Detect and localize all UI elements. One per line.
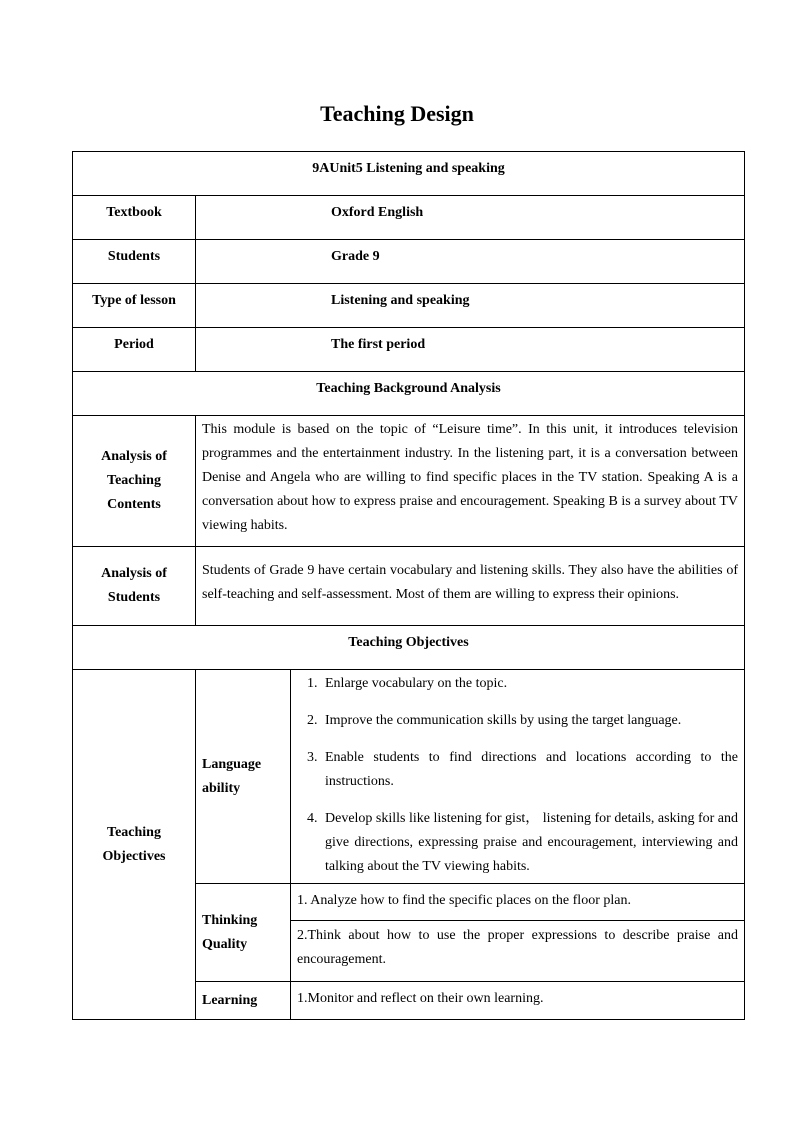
document-title: Teaching Design [320, 101, 474, 126]
period-value: The first period [196, 328, 745, 372]
unit-title: 9AUnit5 Listening and speaking [73, 152, 745, 196]
info-row-lesson-type [73, 284, 745, 328]
analysis-contents-label-line: Analysis of [101, 449, 167, 464]
teaching-objectives-label-line: Teaching [107, 824, 161, 840]
lesson-type-value: Listening and speaking [196, 284, 745, 328]
textbook-label: Textbook [73, 196, 196, 240]
language-ability-list-cell [291, 670, 745, 884]
background-heading: Teaching Background Analysis [73, 372, 745, 416]
teaching-objectives-label [73, 670, 196, 1020]
analysis-students-text: Students of Grade 9 have certain vocabulary and listening skills. They also have the abilities of self-teaching and self-assessment. Most of them are willing to express their opinions. [196, 547, 745, 626]
background-heading-row [73, 372, 745, 416]
unit-header-row [73, 152, 745, 196]
lesson-type-label: Type of lesson [73, 284, 196, 328]
language-ability-label [196, 670, 291, 884]
language-ability-row [73, 670, 745, 884]
language-ability-label-line: ability [202, 780, 241, 796]
language-objective-item: 4. Develop skills like listening for gist， listening for details, asking for and give directions, expressing praise and encouragement, interviewing and talking about the TV viewing habits. [321, 807, 738, 879]
thinking-objective-item: 1. Analyze how to find the specific places on the floor plan. [291, 884, 745, 921]
thinking-quality-label-line: Quality [202, 936, 248, 952]
teaching-design-table [72, 151, 745, 1020]
teaching-objectives-label-line: Objectives [102, 848, 166, 864]
students-label: Students [73, 240, 196, 284]
analysis-contents-text: This module is based on the topic of “Leisure time”. In this unit, it introduces television programmes and the entertainment industry. In the listening part, it is a conversation between Denise and Angela who are willing to find specific places in the TV station. Speaking A is a conversation about how to express praise and encouragement. Speaking B is a survey about TV viewing habits. [196, 416, 745, 547]
objectives-heading: Teaching Objectives [73, 626, 745, 670]
language-objective-item: 2. Improve the communication skills by using the target language. [321, 709, 738, 733]
language-ability-list [297, 672, 738, 879]
info-row-students [73, 240, 745, 284]
thinking-quality-label [196, 884, 291, 982]
period-label: Period [73, 328, 196, 372]
analysis-students-label-line: Students [107, 590, 161, 605]
language-objective-item: 1. Enlarge vocabulary on the topic. [321, 672, 738, 696]
language-objective-item: 3. Enable students to find directions and locations according to the instructions. [321, 746, 738, 794]
info-row-textbook [73, 196, 745, 240]
textbook-value: Oxford English [196, 196, 745, 240]
analysis-students-row [73, 547, 745, 626]
analysis-contents-label [73, 416, 196, 547]
learning-objective-item: 1.Monitor and reflect on their own learning. [291, 982, 745, 1020]
objectives-heading-row [73, 626, 745, 670]
thinking-objective-item: 2.Think about how to use the proper expressions to describe praise and encouragement. [291, 921, 745, 982]
analysis-contents-label-line: Teaching [107, 473, 161, 488]
info-row-period [73, 328, 745, 372]
language-ability-label-line: Language [202, 756, 262, 772]
students-value: Grade 9 [196, 240, 745, 284]
analysis-students-label [73, 547, 196, 626]
thinking-quality-label-line: Thinking [202, 912, 258, 928]
analysis-contents-row [73, 416, 745, 547]
learning-label: Learning [196, 982, 291, 1020]
analysis-contents-label-line: Contents [107, 497, 161, 512]
analysis-students-label-line: Analysis of [101, 566, 167, 581]
